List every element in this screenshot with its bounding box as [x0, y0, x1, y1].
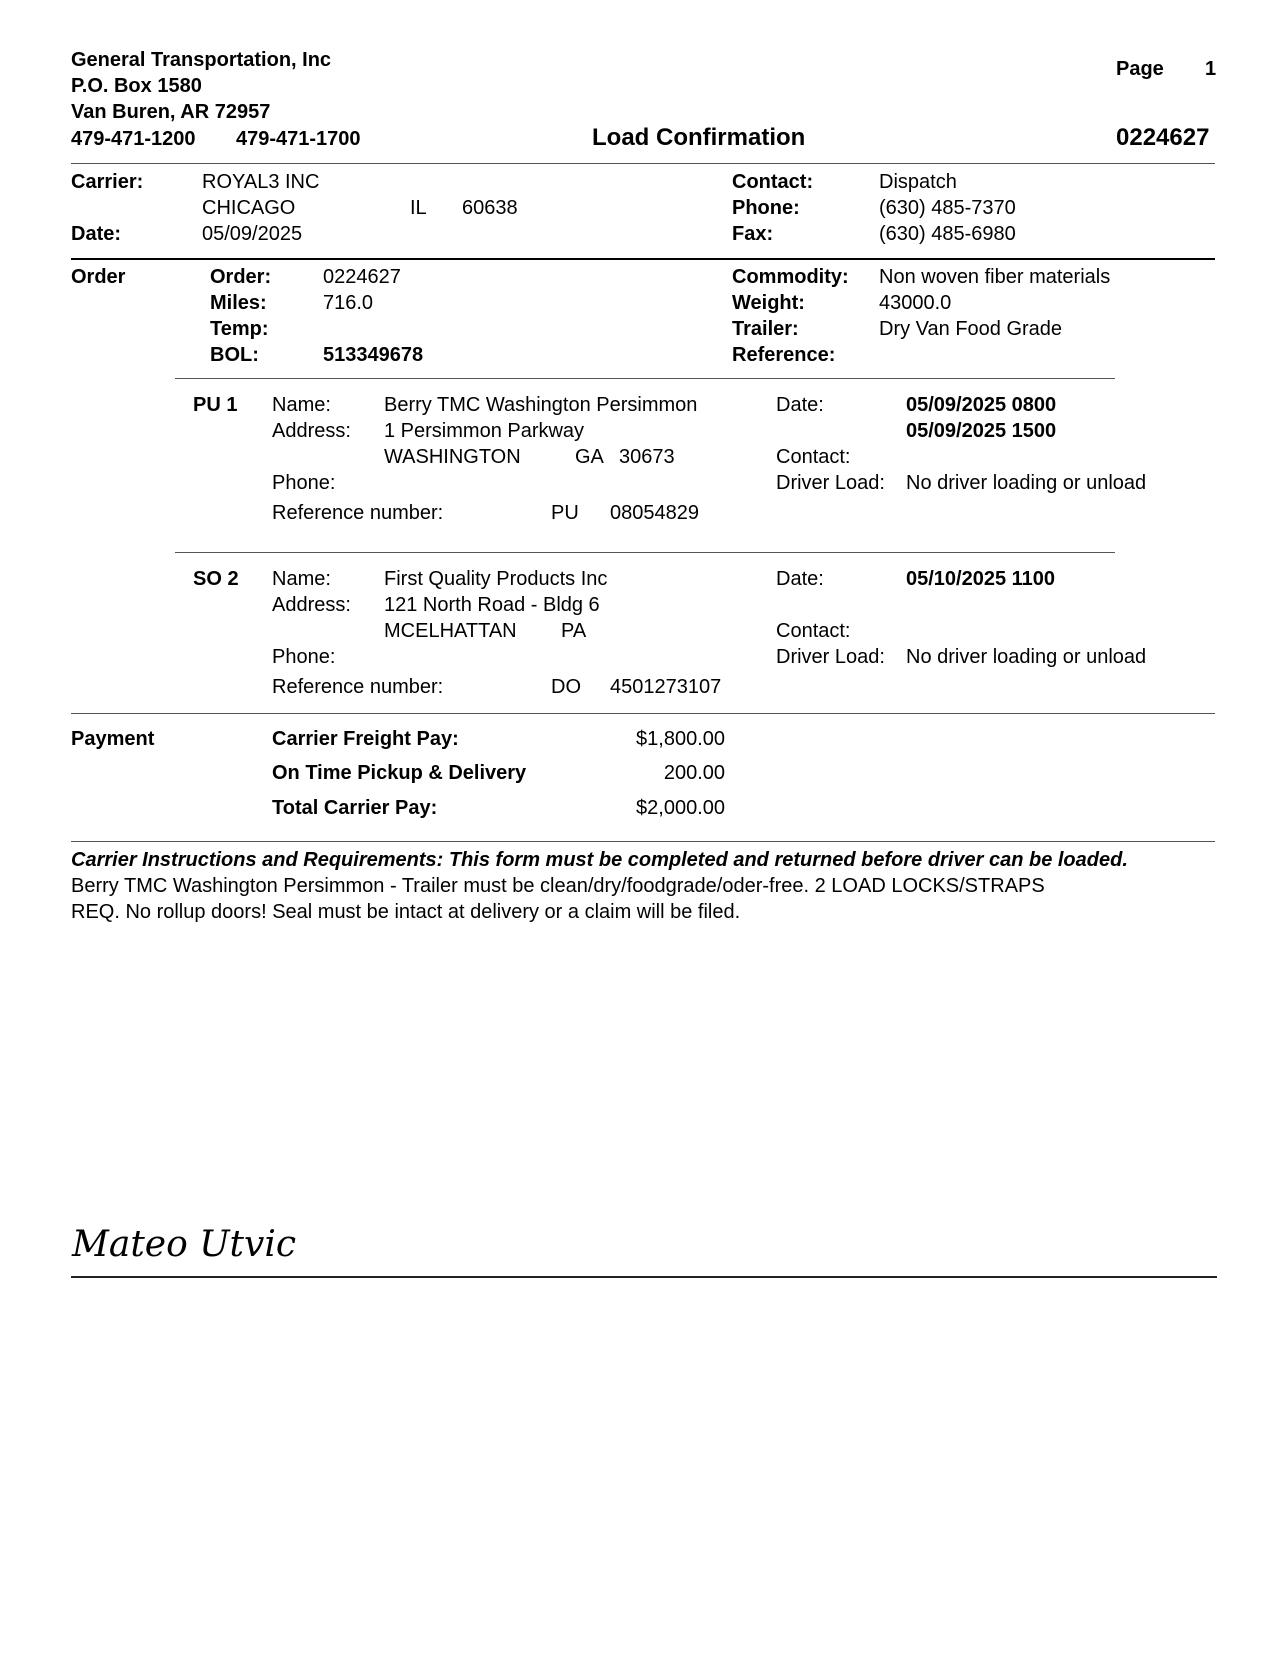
stop-driver-load-label: Driver Load: [776, 472, 885, 494]
stop-name: Berry TMC Washington Persimmon [384, 394, 698, 416]
stop-date-start: 05/10/2025 1100 [906, 568, 1056, 590]
carrier-contact-label: Contact: [732, 171, 814, 193]
trailer-value: Dry Van Food Grade [879, 318, 1063, 340]
carrier-name: ROYAL3 INC [202, 171, 320, 193]
carrier-phone: (630) 485-7370 [879, 197, 1016, 219]
stop-reference-number: 4501273107 [610, 676, 722, 698]
document-number: 0224627 [1116, 124, 1210, 151]
on-time-amount: 200.00 [663, 762, 725, 784]
trailer-label: Trailer: [732, 318, 799, 340]
carrier-contact: Dispatch [879, 171, 957, 193]
payment-divider [71, 841, 1215, 842]
stop-date-end: 05/09/2025 1500 [906, 420, 1057, 442]
carrier-city: CHICAGO [202, 197, 296, 219]
carrier-phone-label: Phone: [732, 197, 800, 219]
company-phone-1: 479-471-1200 [71, 128, 196, 150]
carrier-fax-label: Fax: [732, 223, 774, 245]
header-divider [71, 163, 1215, 164]
document-title: Load Confirmation [592, 124, 806, 151]
stop-zip: 30673 [619, 446, 675, 468]
miles-value: 716.0 [323, 292, 374, 314]
stop-reference-label: Reference number: [272, 502, 444, 524]
carrier-label: Carrier: [71, 171, 144, 193]
on-time-label: On Time Pickup & Delivery [272, 762, 527, 784]
total-pay-amount: $2,000.00 [636, 797, 725, 819]
stop-date-label: Date: [776, 568, 824, 590]
stop-address-label: Address: [272, 420, 351, 442]
stop-name-label: Name: [272, 394, 331, 416]
stop-reference-type: PU [551, 502, 579, 524]
carrier-divider [71, 258, 1215, 260]
stop-driver-load: No driver loading or unload [906, 646, 1147, 668]
stop-city: WASHINGTON [384, 446, 521, 468]
commodity-value: Non woven fiber materials [879, 266, 1111, 288]
stop-contact-label: Contact: [776, 620, 851, 642]
temp-label: Temp: [210, 318, 269, 340]
stop-reference-label: Reference number: [272, 676, 444, 698]
freight-pay-amount: $1,800.00 [636, 728, 725, 750]
stop-reference-type: DO [551, 676, 581, 698]
bol-label: BOL: [210, 344, 259, 366]
stop-address: 1 Persimmon Parkway [384, 420, 585, 442]
company-city-state: Van Buren, AR 72957 [71, 101, 271, 123]
signature-line [71, 1276, 1217, 1278]
weight-value: 43000.0 [879, 292, 952, 314]
commodity-label: Commodity: [732, 266, 849, 288]
carrier-date: 05/09/2025 [202, 223, 303, 245]
page-label: Page [1116, 58, 1164, 80]
company-po-box: P.O. Box 1580 [71, 75, 202, 97]
stop-name-label: Name: [272, 568, 331, 590]
signature: Mateo Utvic [72, 1224, 297, 1265]
stop-date-start: 05/09/2025 0800 [906, 394, 1057, 416]
company-name: General Transportation, Inc [71, 49, 332, 71]
miles-label: Miles: [210, 292, 267, 314]
stop-phone-label: Phone: [272, 646, 336, 668]
reference-label: Reference: [732, 344, 836, 366]
company-phone-2: 479-471-1700 [236, 128, 361, 150]
stops-divider [71, 713, 1215, 714]
stop-reference-number: 08054829 [610, 502, 699, 524]
carrier-zip: 60638 [462, 197, 518, 219]
page-number: 1 [1205, 58, 1217, 80]
stop-contact-label: Contact: [776, 446, 851, 468]
stop-address: 121 North Road - Bldg 6 [384, 594, 600, 616]
stop-name: First Quality Products Inc [384, 568, 608, 590]
instructions-line-2: REQ. No rollup doors! Seal must be intact at delivery or a claim will be filed. [71, 901, 741, 923]
carrier-date-label: Date: [71, 223, 122, 245]
stop-date-label: Date: [776, 394, 824, 416]
order-section-label: Order [71, 266, 126, 288]
stop-divider [175, 552, 1115, 553]
stop-code: PU 1 [193, 394, 238, 416]
instructions-heading: Carrier Instructions and Requirements: This form must be completed and returned before driver can be loaded. [71, 849, 1128, 871]
order-number: 0224627 [323, 266, 401, 288]
weight-label: Weight: [732, 292, 805, 314]
payment-section-label: Payment [71, 728, 155, 750]
stop-state: PA [561, 620, 587, 642]
stop-driver-load-label: Driver Load: [776, 646, 885, 668]
stop-state: GA [575, 446, 604, 468]
stop-code: SO 2 [193, 568, 239, 590]
order-number-label: Order: [210, 266, 272, 288]
stop-city: MCELHATTAN [384, 620, 517, 642]
bol-value: 513349678 [323, 344, 424, 366]
stop-phone-label: Phone: [272, 472, 336, 494]
freight-pay-label: Carrier Freight Pay: [272, 728, 459, 750]
stop-address-label: Address: [272, 594, 351, 616]
instructions-line-1: Berry TMC Washington Persimmon - Trailer must be clean/dry/foodgrade/oder-free. 2 LOAD LOCKS/STRAPS [71, 875, 1045, 897]
carrier-fax: (630) 485-6980 [879, 223, 1016, 245]
order-divider [175, 378, 1115, 379]
carrier-state: IL [410, 197, 427, 219]
stop-driver-load: No driver loading or unload [906, 472, 1147, 494]
total-pay-label: Total Carrier Pay: [272, 797, 438, 819]
